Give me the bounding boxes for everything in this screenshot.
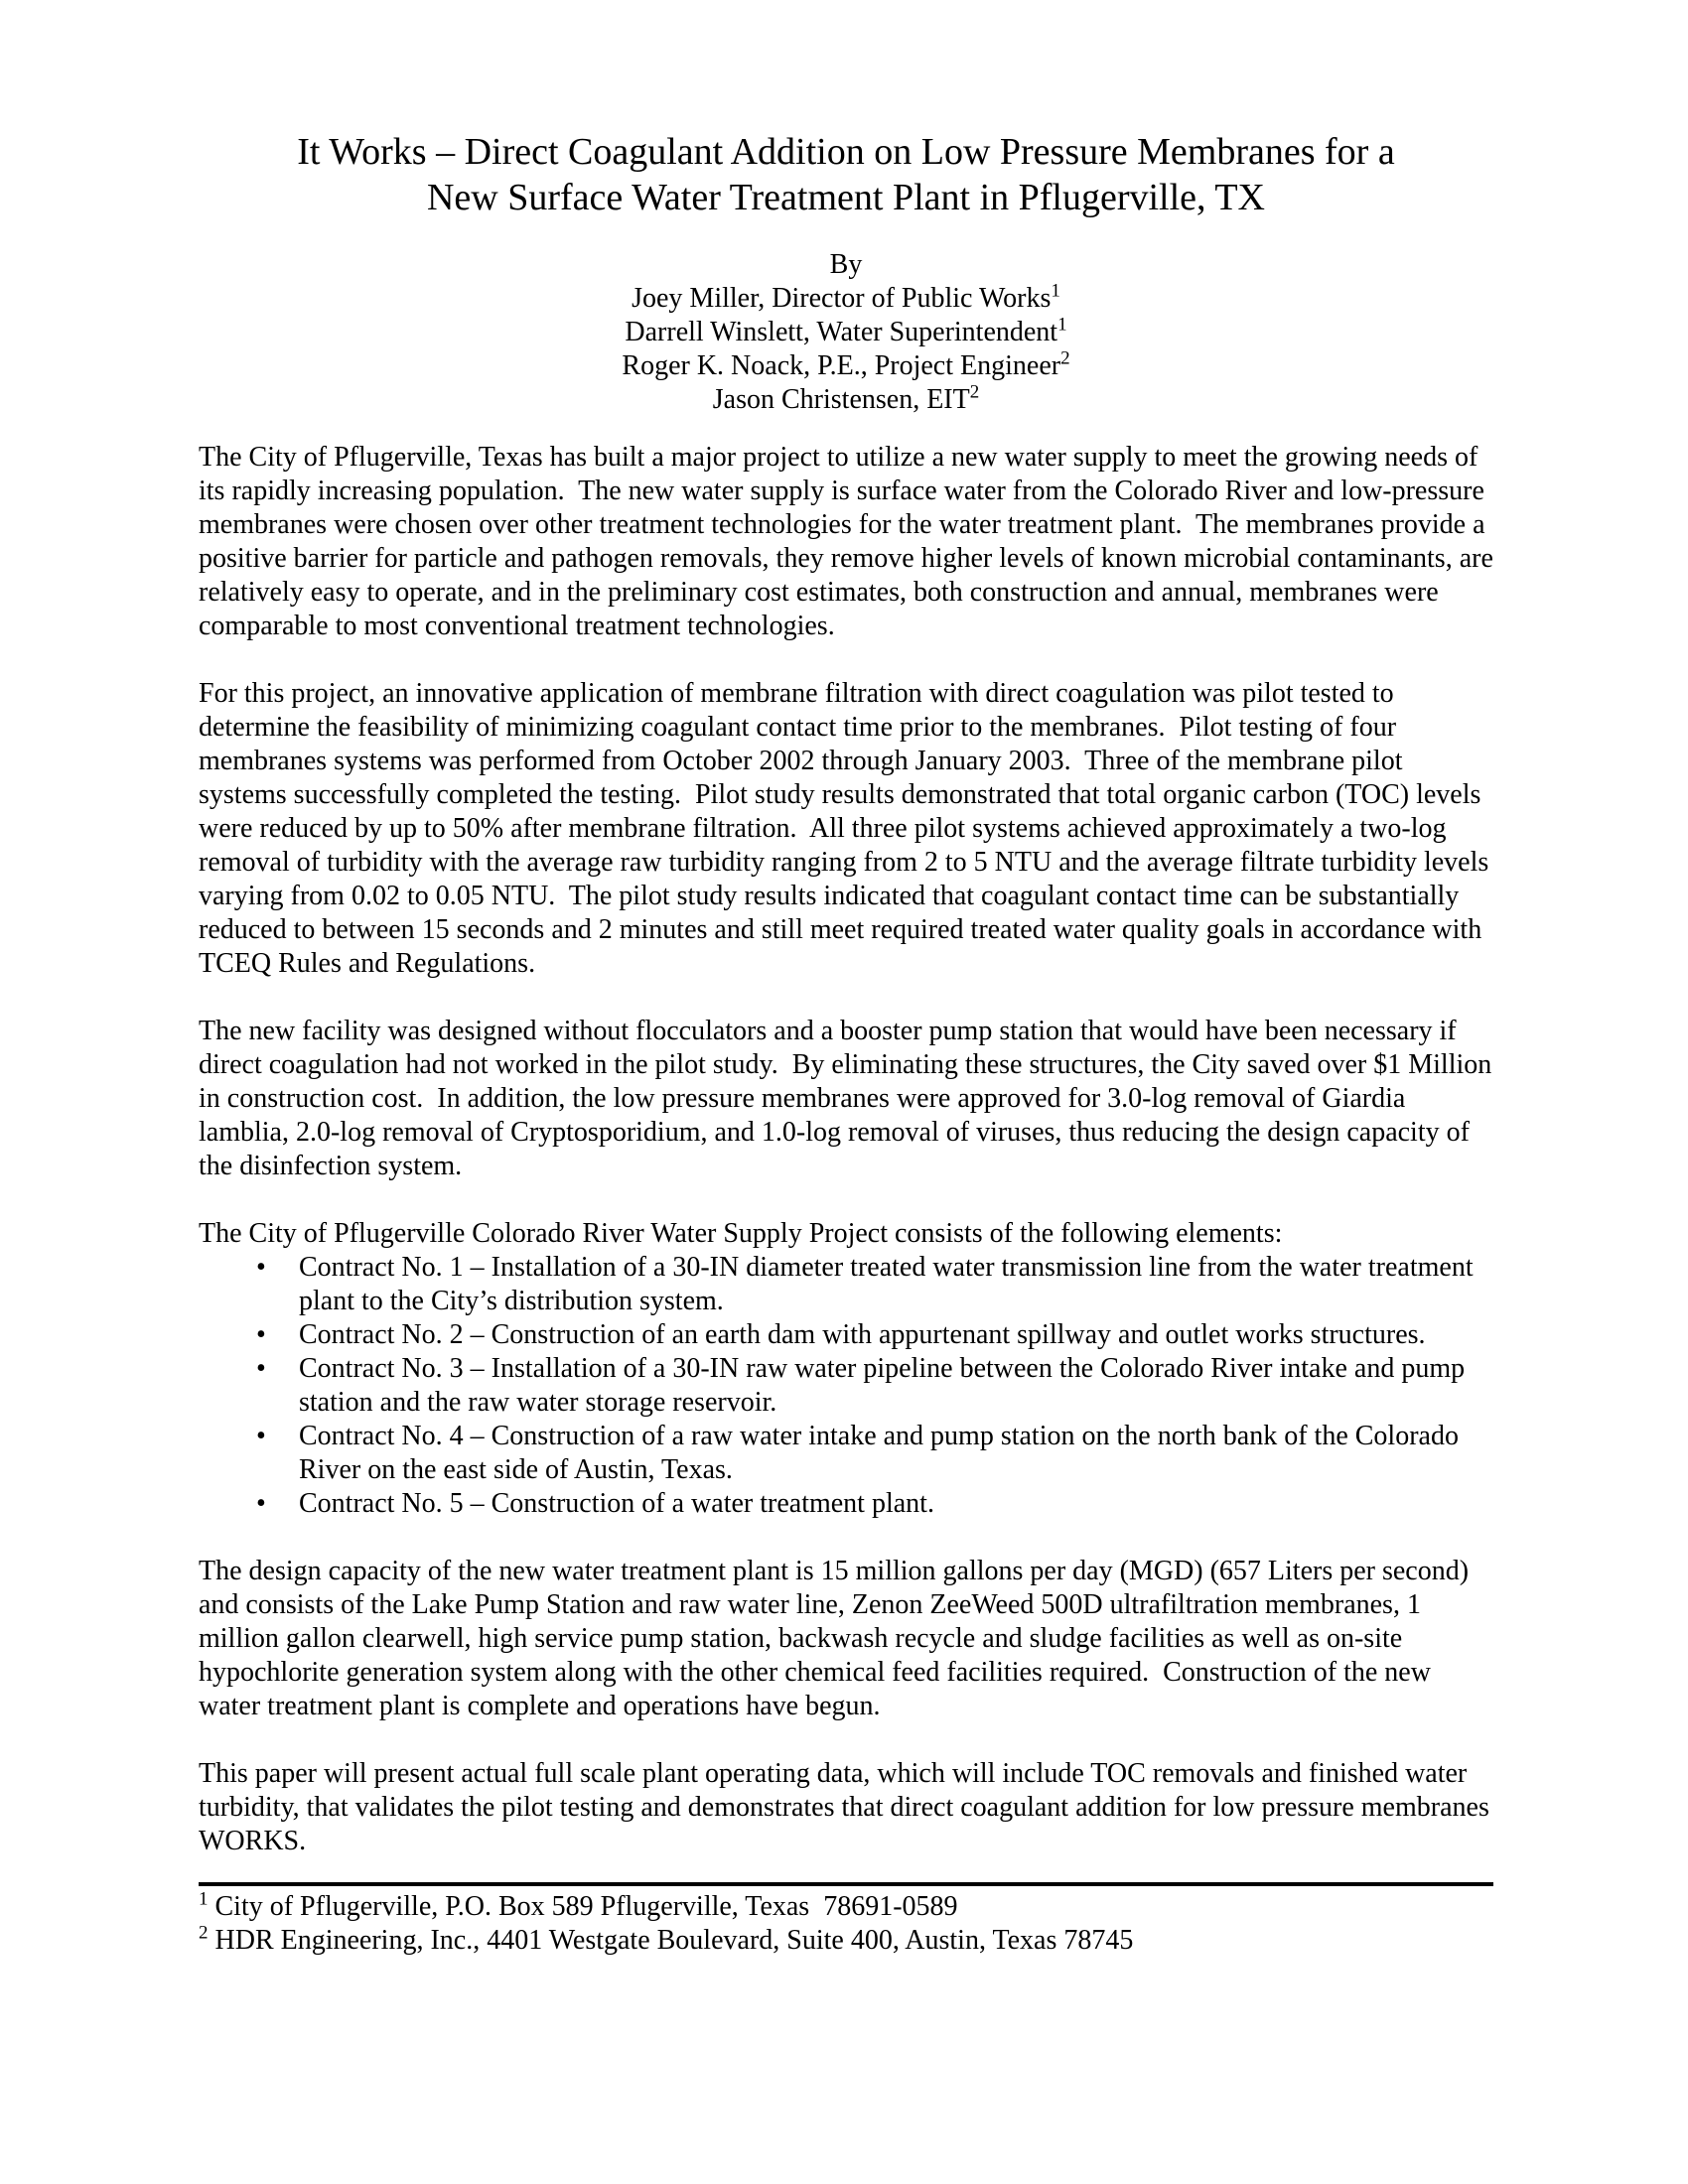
list-item-contract-3: • Contract No. 3 – Installation of a 30-IN raw water pipeline between the Colorado River intake and pump station and the raw water storage reservoir. <box>199 1352 1493 1420</box>
list-item-contract-2: • Contract No. 2 – Construction of an earth dam with appurtenant spillway and outlet works structures. <box>199 1318 1493 1352</box>
footnote-1 <box>199 1890 1493 1924</box>
footnote-text-1: City of Pflugerville, P.O. Box 589 Pflugerville, Texas 78691-0589 <box>214 1891 958 1922</box>
paragraph-facility-design: The new facility was designed without flocculators and a booster pump station that would have been necessary if direct coagulation had not worked in the pilot study. By eliminating these structures, the City saved over $1 Million in construction cost. In addition, the low pressure membranes were approved for 3.0-log removal of Giardia lamblia, 2.0-log removal of Cryptosporidium, and 1.0-log removal of viruses, thus reducing the design capacity of the disinfection system. <box>199 1016 1499 1181</box>
footnote-2 <box>199 1924 1493 1958</box>
byline-block <box>199 248 1493 417</box>
contract-list-intro: The City of Pflugerville Colorado River Water Supply Project consists of the following elements: <box>199 1218 1283 1249</box>
title-line-2: New Surface Water Treatment Plant in Pflugerville, TX <box>426 177 1266 218</box>
list-item-contract-5: • Contract No. 5 – Construction of a water treatment plant. <box>199 1487 1493 1521</box>
author-line-2 <box>199 316 1493 349</box>
list-item-contract-1: • Contract No. 1 – Installation of a 30-IN diameter treated water transmission line from the water treatment plant to the City’s distribution system. <box>199 1251 1493 1318</box>
author-line-1 <box>199 282 1493 316</box>
author-line-3 <box>199 349 1493 383</box>
author-name-4: Jason Christensen, EIT <box>712 384 970 415</box>
paragraph-design-capacity: The design capacity of the new water treatment plant is 15 million gallons per day (MGD) (657 Liters per second) and consists of the Lake Pump Station and raw water line, Zenon ZeeWeed 500D ultrafiltration membranes, 1 million gallon clearwell, high service pump station, backwash recycle and sludge facilities as well as on-site hypochlorite generation system along with the other chemical feed facilities required. Construction of the new water treatment plant is complete and operations have begun. <box>199 1556 1477 1721</box>
author-affiliation-sup-2: 1 <box>1057 314 1067 336</box>
footnote-text-2: HDR Engineering, Inc., 4401 Westgate Boulevard, Suite 400, Austin, Texas 78745 <box>214 1925 1134 1956</box>
author-affiliation-sup-3: 2 <box>1060 347 1070 369</box>
author-affiliation-sup-1: 1 <box>1051 280 1060 302</box>
author-name-3: Roger K. Noack, P.E., Project Engineer <box>622 350 1061 381</box>
list-item-contract-4: • Contract No. 4 – Construction of a raw water intake and pump station on the north bank of the Colorado River on the east side of Austin, Texas. <box>199 1420 1493 1487</box>
author-affiliation-sup-4: 2 <box>969 381 980 403</box>
paper-title <box>199 129 1493 220</box>
author-name-1: Joey Miller, Director of Public Works <box>632 283 1052 314</box>
byline-by: By <box>829 249 863 280</box>
paragraph-intro-project: The City of Pflugerville, Texas has built a major project to utilize a new water supply to meet the growing needs of its rapidly increasing population. The new water supply is surface water from the Colorado River and low-pressure membranes were chosen over other treatment technologies for the water treatment plant. The membranes provide a positive barrier for particle and pathogen removals, they remove higher levels of known microbial contaminants, are relatively easy to operate, and in the preliminary cost estimates, both construction and annual, membranes were comparable to most conventional treatment technologies. <box>199 442 1500 641</box>
footnote-sup-2: 2 <box>199 1922 209 1944</box>
paragraph-pilot-testing: For this project, an innovative application of membrane filtration with direct coagulation was pilot tested to determine the feasibility of minimizing coagulant contact time prior to the membranes. Pilot testing of four membranes systems was performed from October 2002 through January 2003. Three of the membrane pilot systems successfully completed the testing. Pilot study results demonstrated that total organic carbon (TOC) levels were reduced by up to 50% after membrane filtration. All three pilot systems achieved approximately a two-log removal of turbidity with the average raw turbidity ranging from 2 to 5 NTU and the average filtrate turbidity levels varying from 0.02 to 0.05 NTU. The pilot study results indicated that coagulant contact time can be substantially reduced to between 15 seconds and 2 minutes and still meet required treated water quality goals in accordance with TCEQ Rules and Regulations. <box>199 678 1496 979</box>
paragraph-paper-purpose: This paper will present actual full scale plant operating data, which will include TOC removals and finished water turbidity, that validates the pilot testing and demonstrates that direct coagulant addition for low pressure membranes WORKS. <box>199 1758 1496 1856</box>
footnote-separator-rule <box>199 1882 1493 1886</box>
author-line-4 <box>199 383 1493 417</box>
author-name-2: Darrell Winslett, Water Superintendent <box>625 317 1058 347</box>
title-line-1: It Works – Direct Coagulant Addition on Low Pressure Membranes for a <box>297 131 1395 173</box>
contract-list <box>199 1251 1493 1521</box>
footnote-sup-1: 1 <box>199 1888 209 1910</box>
